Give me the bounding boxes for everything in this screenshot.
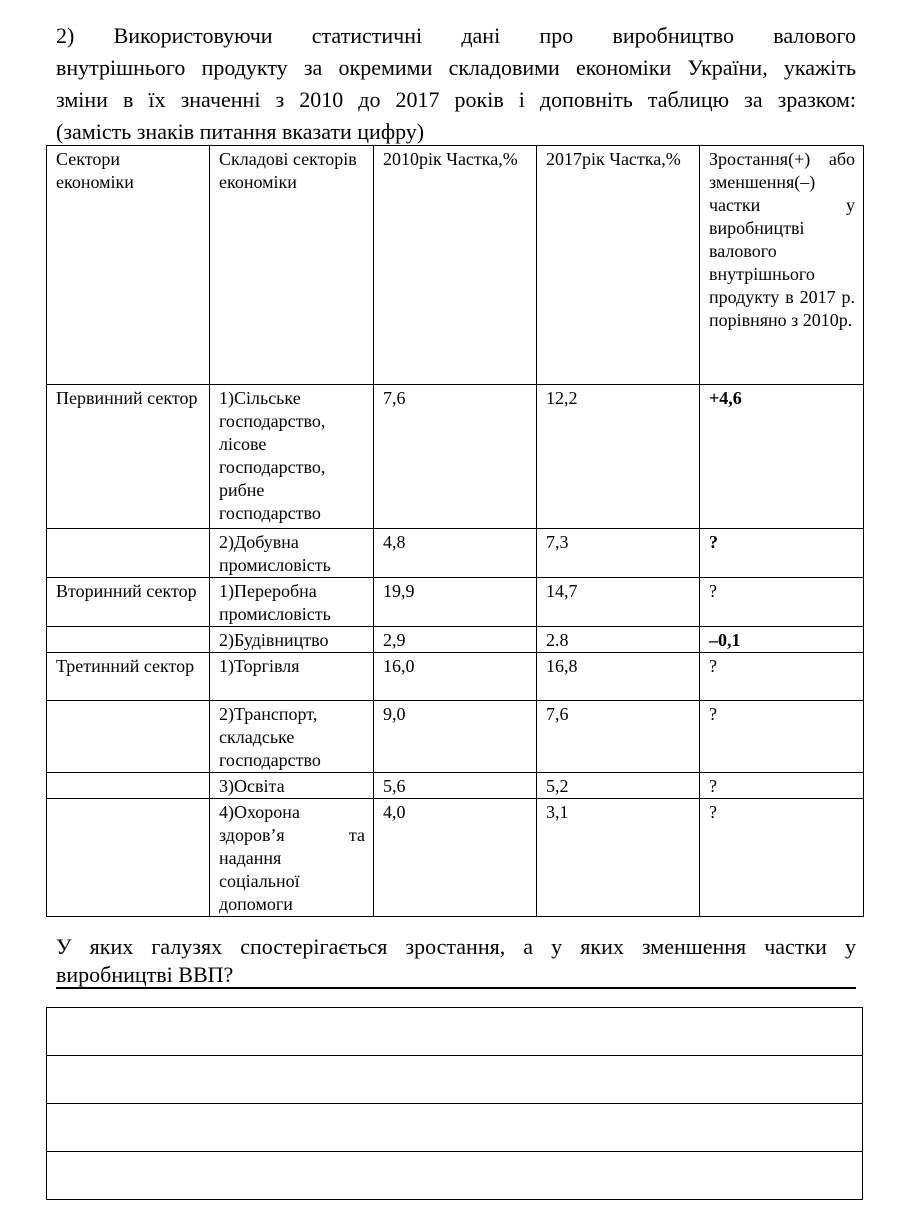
answer-field-3[interactable] <box>47 1104 863 1152</box>
cell-component: 1)Переробна промисловість <box>210 578 374 627</box>
header-component: Складові секторів економіки <box>210 146 374 385</box>
answer-field-1[interactable] <box>47 1008 863 1056</box>
cell-change: ? <box>700 701 864 773</box>
cell-component: 4)Охорона здоров’я та надання соціальної допомоги <box>210 799 374 917</box>
cell-2010: 4,8 <box>374 529 537 578</box>
cell-component: 2)Будівництво <box>210 627 374 653</box>
cell-component: 1)Сільське господарство, лісове господарство, рибне господарство <box>210 385 374 529</box>
cell-2017: 3,1 <box>537 799 700 917</box>
cell-sector: Третинний сектор <box>47 653 210 701</box>
cell-sector <box>47 529 210 578</box>
task-line-2: внутрішнього продукту за окремими складовими економіки України, укажіть <box>56 55 856 80</box>
cell-change: ? <box>700 773 864 799</box>
table-header-row <box>47 146 864 385</box>
cell-sector <box>47 773 210 799</box>
cell-2010: 19,9 <box>374 578 537 627</box>
cell-change: –0,1 <box>700 627 864 653</box>
cell-2017: 5,2 <box>537 773 700 799</box>
question-underline <box>56 987 856 989</box>
question-text <box>56 933 856 989</box>
cell-sector: Вторинний сектор <box>47 578 210 627</box>
cell-2017: 7,3 <box>537 529 700 578</box>
cell-2010: 2,9 <box>374 627 537 653</box>
cell-change: ? <box>700 529 864 578</box>
cell-component: 2)Транспорт, складське господарство <box>210 701 374 773</box>
cell-2010: 16,0 <box>374 653 537 701</box>
cell-sector: Первинний сектор <box>47 385 210 529</box>
table-row <box>47 701 864 773</box>
table-row <box>47 627 864 653</box>
header-2010: 2010рік Частка,% <box>374 146 537 385</box>
cell-2017: 16,8 <box>537 653 700 701</box>
cell-2017: 7,6 <box>537 701 700 773</box>
answer-field-4[interactable] <box>47 1152 863 1200</box>
cell-change: ? <box>700 578 864 627</box>
cell-2017: 14,7 <box>537 578 700 627</box>
cell-component: 3)Освіта <box>210 773 374 799</box>
cell-sector <box>47 627 210 653</box>
gdp-table <box>46 145 864 917</box>
answer-lines <box>46 1007 863 1200</box>
task-line-1: 2) Використовуючи статистичні дані про виробництво валового <box>56 23 856 48</box>
task-line-4: (замість знаків питання вказати цифру) <box>56 119 425 144</box>
cell-2010: 7,6 <box>374 385 537 529</box>
header-sector: Сектори економіки <box>47 146 210 385</box>
cell-change: ? <box>700 799 864 917</box>
header-2017: 2017рік Частка,% <box>537 146 700 385</box>
cell-change: +4,6 <box>700 385 864 529</box>
cell-component: 1)Торгівля <box>210 653 374 701</box>
cell-sector <box>47 701 210 773</box>
cell-2010: 9,0 <box>374 701 537 773</box>
cell-2010: 5,6 <box>374 773 537 799</box>
table-row <box>47 799 864 917</box>
table-row <box>47 385 864 529</box>
task-text <box>56 20 856 148</box>
answer-field-2[interactable] <box>47 1056 863 1104</box>
cell-change: ? <box>700 653 864 701</box>
cell-2010: 4,0 <box>374 799 537 917</box>
header-change: Зростання(+) або зменшення(–) частки у виробництві валового внутрішнього продукту в 2017 р. порівняно з 2010р. <box>700 146 864 385</box>
cell-sector <box>47 799 210 917</box>
question-line-1: У яких галузях спостерігається зростання, а у яких зменшення частки у <box>56 934 856 959</box>
task-line-3: зміни в їх значенні з 2010 до 2017 років і доповніть таблицю за зразком: <box>56 87 856 112</box>
cell-component: 2)Добувна промисловість <box>210 529 374 578</box>
cell-2017: 2.8 <box>537 627 700 653</box>
cell-2017: 12,2 <box>537 385 700 529</box>
table-row <box>47 578 864 627</box>
table-row <box>47 529 864 578</box>
table-row <box>47 773 864 799</box>
table-row <box>47 653 864 701</box>
question-line-2: виробництві ВВП? <box>56 962 234 987</box>
